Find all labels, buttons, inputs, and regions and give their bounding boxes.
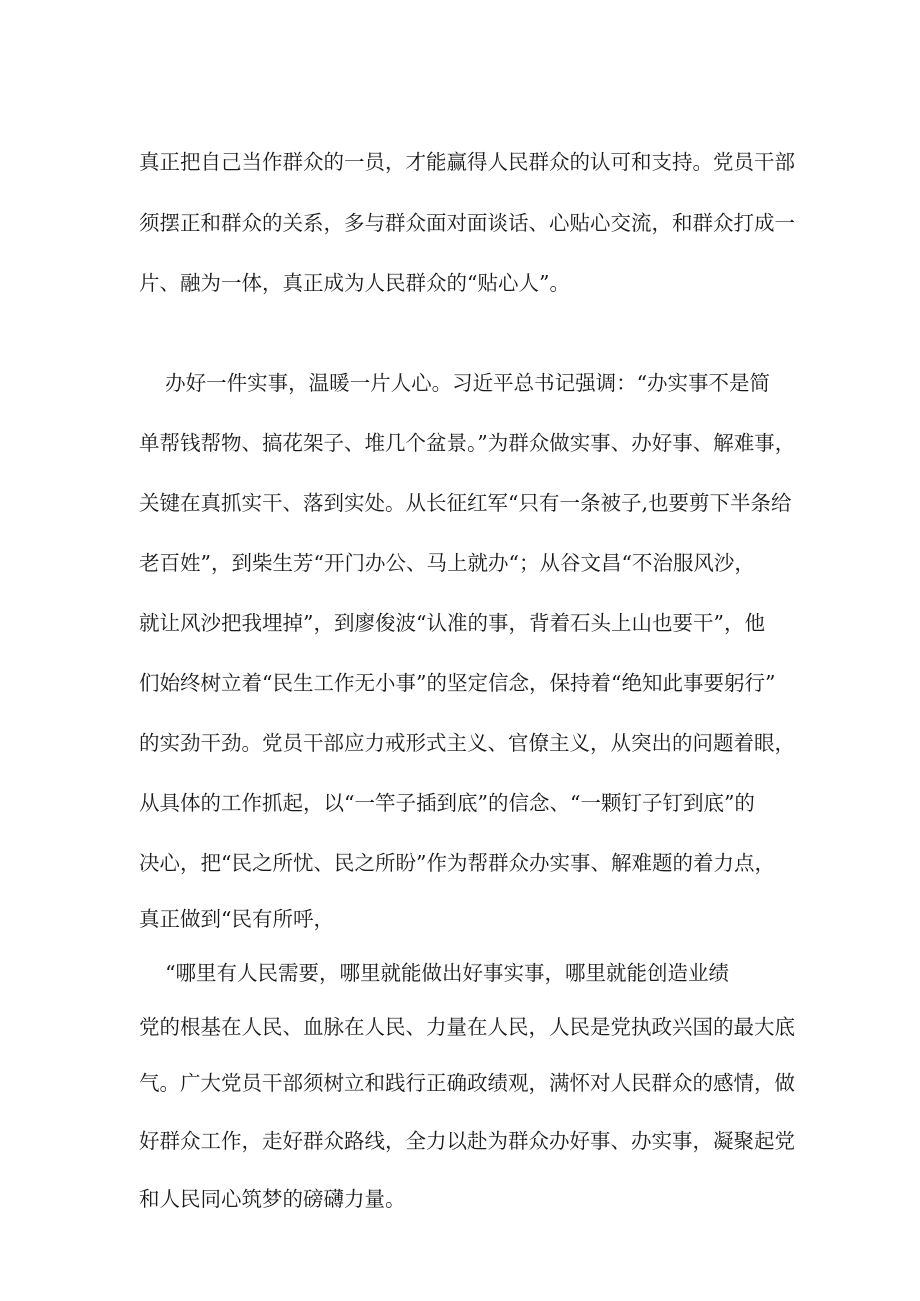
text-line: 真正把自己当作群众的一员，才能赢得人民群众的认可和支持。党员干部 — [139, 150, 795, 174]
text-line: 气。广大党员干部须树立和践行正确政绩观，满怀对人民群众的感情，做 — [139, 1071, 795, 1095]
text-line: 办好一件实事，温暖一片人心。习近平总书记强调：“办实事不是简 — [139, 371, 771, 395]
text-line: 的实劲干劲。党员干部应力戒形式主义、官僚主义，从突出的问题着眼， — [139, 731, 795, 755]
text-line: 党的根基在人民、血脉在人民、力量在人民，人民是党执政兴国的最大底 — [139, 1015, 795, 1039]
text-line: 们始终树立着“民生工作无小事”的坚定信念，保持着“绝知此事要躬行” — [139, 671, 776, 695]
text-line: 决心，把“民之所忧、民之所盼”作为帮群众办实事、解难题的着力点， — [139, 851, 775, 875]
text-line: 片、融为一体，真正成为人民群众的“贴心人”。 — [139, 271, 570, 295]
text-line: 好群众工作，走好群众路线，全力以赴为群众办好事、办实事，凝聚起党 — [139, 1129, 795, 1153]
text-line: “哪里有人民需要，哪里就能做出好事实事，哪里就能创造业绩 — [139, 961, 730, 985]
text-line: 从具体的工作抓起，以“一竿子插到底”的信念、“一颗钉子钉到底”的 — [139, 791, 755, 815]
text-line: 就让风沙把我埋掉”，到廖俊波“认准的事，背着石头上山也要干”，他 — [139, 611, 765, 635]
text-line: 关键在真抓实干、落到实处。从长征红军“只有一条被子,也要剪下半条给 — [139, 491, 792, 515]
text-line: 老百姓”，到柴生芳“开门办公、马上就办“；从谷文昌“不治服风沙， — [139, 551, 755, 575]
text-line: 须摆正和群众的关系，多与群众面对面谈话、心贴心交流，和群众打成一 — [139, 211, 795, 235]
text-line: 和人民同心筑梦的磅礴力量。 — [139, 1187, 406, 1211]
text-line: 真正做到“民有所呼， — [139, 907, 334, 931]
text-line: 单帮钱帮物、搞花架子、堆几个盆景。”为群众做实事、办好事、解难事， — [139, 431, 796, 455]
